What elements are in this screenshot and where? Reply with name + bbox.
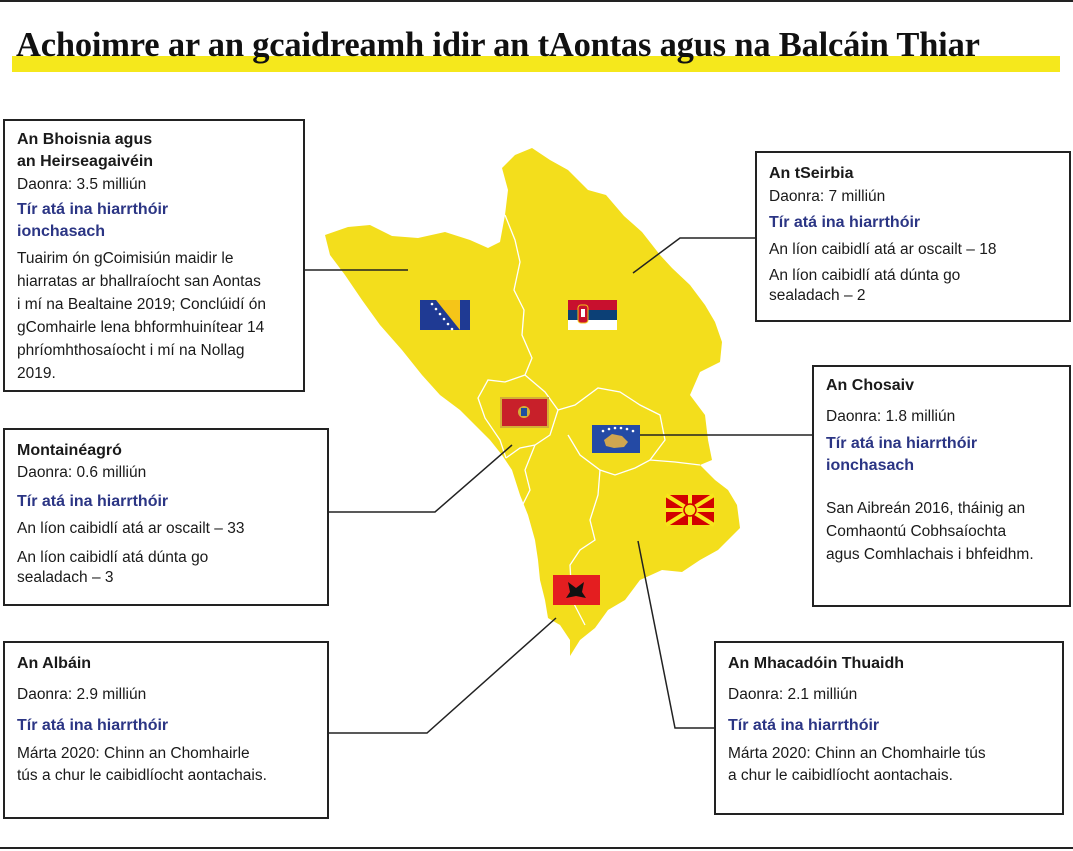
serbia-closed-chapters-line1: An líon caibidlí atá dúnta go [769,267,961,284]
serbia-open-chapters: An líon caibidlí atá ar oscailt – 18 [769,241,997,258]
montenegro-flag [501,398,548,427]
north-macedonia-note-line: a chur le caibidlíocht aontachais. [728,767,953,784]
bosnia-name-line2: an Heirseagaivéin [17,153,154,170]
albania-status: Tír atá ina hiarrthóir [17,717,169,734]
albania-population: Daonra: 2.9 milliún [17,686,147,703]
montenegro-closed-chapters-line2: sealadach – 3 [17,569,114,586]
bosnia-note-line: Tuairim ón gCoimisiún maidir le [17,250,234,267]
kosovo-name: An Chosaiv [826,377,915,394]
serbia-status: Tír atá ina hiarrthóir [769,214,921,231]
bosnia-note-line: i mí na Bealtaine 2019; Conclúidí ón [17,296,267,313]
kosovo-population: Daonra: 1.8 milliún [826,408,956,425]
bosnia-note-line: hiarratas ar bhallraíocht san Aontas [17,273,261,290]
bosnia-population: Daonra: 3.5 milliún [17,176,147,193]
leader-albania [329,618,556,733]
montenegro-closed-chapters-line1: An líon caibidlí atá dúnta go [17,549,209,566]
montenegro-name: Montainéagró [17,442,122,459]
bosnia-status-line2: ionchasach [17,223,106,240]
bosnia-flag [420,300,470,330]
bosnia-name-line1: An Bhoisnia agus [17,131,153,148]
north-macedonia-flag [666,495,714,525]
albania-note-line: tús a chur le caibidlíocht aontachais. [17,767,267,784]
montenegro-status: Tír atá ina hiarrthóir [17,493,169,510]
albania-flag [553,575,600,605]
kosovo-info-box [812,365,1071,607]
kosovo-status-line1: Tír atá ina hiarrthóir [826,435,978,452]
bosnia-info-box [3,119,305,392]
bosnia-note-line: phríomhthosaíocht i mí na Nollag [17,342,245,359]
bosnia-status-line1: Tír atá ina hiarrthóir [17,201,169,218]
albania-name: An Albáin [17,655,92,672]
serbia-info-box [755,151,1071,322]
albania-info-box [3,641,329,819]
bottom-rule [0,847,1073,849]
kosovo-note-line: Comhaontú Cobhsaíochta [826,523,1007,540]
leader-montenegro [329,445,512,512]
serbia-flag [568,300,617,330]
montenegro-open-chapters: An líon caibidlí atá ar oscailt – 33 [17,520,245,537]
kosovo-note-line: San Aibreán 2016, tháinig an [826,500,1026,517]
kosovo-flag [592,425,640,453]
montenegro-info-box [3,428,329,606]
kosovo-note-line: agus Comhlachais i bhfeidhm. [826,546,1034,563]
kosovo-status-line2: ionchasach [826,457,915,474]
serbia-closed-chapters-line2: sealadach – 2 [769,287,866,304]
north-macedonia-name: An Mhacadóin Thuaidh [728,655,904,672]
north-macedonia-population: Daonra: 2.1 milliún [728,686,858,703]
bosnia-note-line: 2019. [17,365,56,382]
serbia-name: An tSeirbia [769,165,854,182]
page-title: Achoimre ar an gcaidreamh idir an tAontas agus na Balcáin Thiar [16,26,980,64]
north-macedonia-note-line: Márta 2020: Chinn an Chomhairle tús [728,745,986,762]
albania-note-line: Márta 2020: Chinn an Chomhairle [17,745,250,762]
serbia-population: Daonra: 7 milliún [769,188,886,205]
bosnia-note-line: gComhairle lena bhformhuinítear 14 [17,319,265,336]
north-macedonia-status: Tír atá ina hiarrthóir [728,717,880,734]
north-macedonia-info-box [714,641,1064,815]
montenegro-population: Daonra: 0.6 milliún [17,464,147,481]
